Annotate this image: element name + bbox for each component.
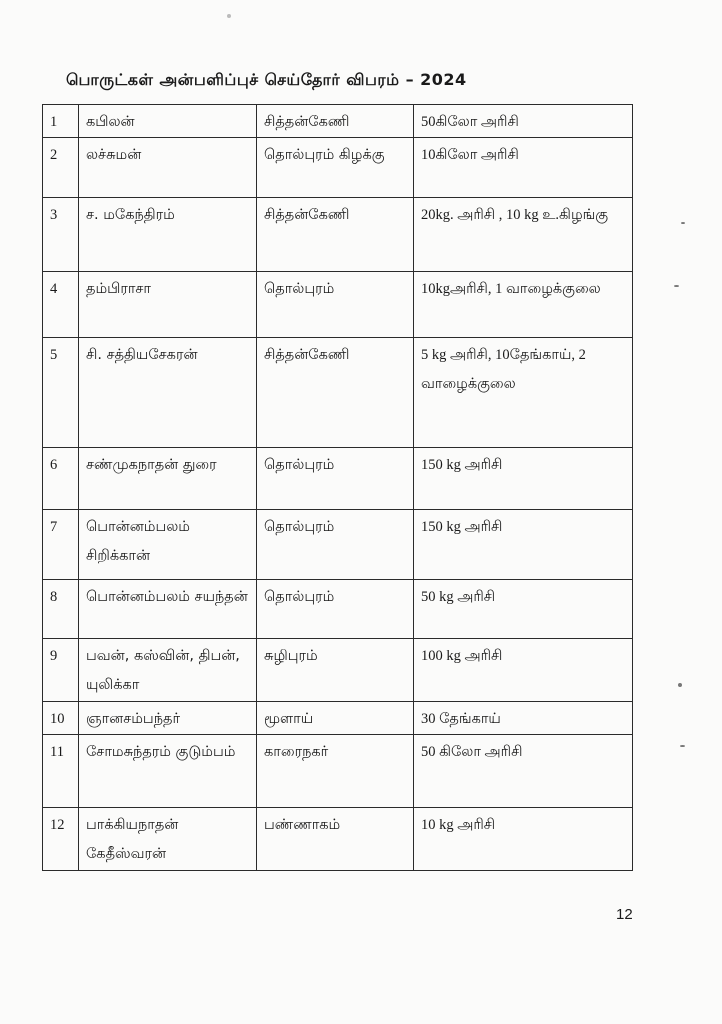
table-row: [43, 138, 633, 198]
page-title: பொருட்கள் அன்பளிப்புச் செய்தோர் விபரம் – 2024: [66, 70, 467, 89]
donated-items: 150 kg அரிசி: [414, 510, 633, 580]
donor-name: சண்முகநாதன் துரை: [79, 448, 257, 510]
donor-place: தொல்புரம் கிழக்கு: [257, 138, 414, 198]
donor-name: ஞானசம்பந்தர்: [79, 702, 257, 735]
donated-items: 50 kg அரிசி: [414, 580, 633, 639]
table-row: [43, 338, 633, 448]
scan-speck: [680, 745, 685, 747]
table-row: [43, 580, 633, 639]
serial-number: 6: [43, 448, 79, 510]
donated-items: 20kg. அரிசி , 10 kg உ.கிழங்கு: [414, 198, 633, 272]
donor-name: ச. மகேந்திரம்: [79, 198, 257, 272]
donor-name: பாக்கியநாதன் கேதீஸ்வரன்: [79, 808, 257, 871]
donor-place: காரைநகர்: [257, 735, 414, 808]
donor-name: தம்பிராசா: [79, 272, 257, 338]
donated-items: 30 தேங்காய்: [414, 702, 633, 735]
serial-number: 7: [43, 510, 79, 580]
table-row: [43, 735, 633, 808]
serial-number: 9: [43, 639, 79, 702]
donor-name: சோமசுந்தரம் குடும்பம்: [79, 735, 257, 808]
donor-place: தொல்புரம்: [257, 448, 414, 510]
donor-place: தொல்புரம்: [257, 510, 414, 580]
donor-place: தொல்புரம்: [257, 580, 414, 639]
serial-number: 10: [43, 702, 79, 735]
donated-items: 10 kg அரிசி: [414, 808, 633, 871]
donor-place: சித்தன்கேணி: [257, 198, 414, 272]
table-row: [43, 639, 633, 702]
donor-place: பண்ணாகம்: [257, 808, 414, 871]
donor-name: பொன்னம்பலம் சயந்தன்: [79, 580, 257, 639]
donor-place: மூளாய்: [257, 702, 414, 735]
donor-name: பவன், கஸ்வின், திபன், யுலிக்கா: [79, 639, 257, 702]
serial-number: 12: [43, 808, 79, 871]
donor-name: கபிலன்: [79, 105, 257, 138]
donor-place: சித்தன்கேணி: [257, 338, 414, 448]
donated-items: 5 kg அரிசி, 10தேங்காய், 2 வாழைக்குலை: [414, 338, 633, 448]
donor-name: பொன்னம்பலம் சிறிக்கான்: [79, 510, 257, 580]
scan-speck: [678, 683, 682, 687]
donated-items: 100 kg அரிசி: [414, 639, 633, 702]
table-row: [43, 510, 633, 580]
table-row: [43, 198, 633, 272]
scan-speck: [681, 222, 685, 224]
scan-speck: [227, 14, 231, 18]
donor-name: சி. சத்தியசேகரன்: [79, 338, 257, 448]
serial-number: 1: [43, 105, 79, 138]
table-row: [43, 808, 633, 871]
table-row: [43, 448, 633, 510]
table-row: [43, 105, 633, 138]
serial-number: 11: [43, 735, 79, 808]
serial-number: 8: [43, 580, 79, 639]
serial-number: 2: [43, 138, 79, 198]
donor-place: சித்தன்கேணி: [257, 105, 414, 138]
table-row: [43, 702, 633, 735]
donors-table: [42, 104, 633, 871]
serial-number: 3: [43, 198, 79, 272]
serial-number: 4: [43, 272, 79, 338]
donated-items: 50கிலோ அரிசி: [414, 105, 633, 138]
serial-number: 5: [43, 338, 79, 448]
donor-name: லச்சுமன்: [79, 138, 257, 198]
scan-speck: [674, 285, 679, 287]
table-row: [43, 272, 633, 338]
donated-items: 50 கிலோ அரிசி: [414, 735, 633, 808]
donor-place: தொல்புரம்: [257, 272, 414, 338]
donated-items: 10கிலோ அரிசி: [414, 138, 633, 198]
page-number: 12: [616, 906, 633, 923]
donor-place: சுழிபுரம்: [257, 639, 414, 702]
donated-items: 150 kg அரிசி: [414, 448, 633, 510]
donated-items: 10kgஅரிசி, 1 வாழைக்குலை: [414, 272, 633, 338]
